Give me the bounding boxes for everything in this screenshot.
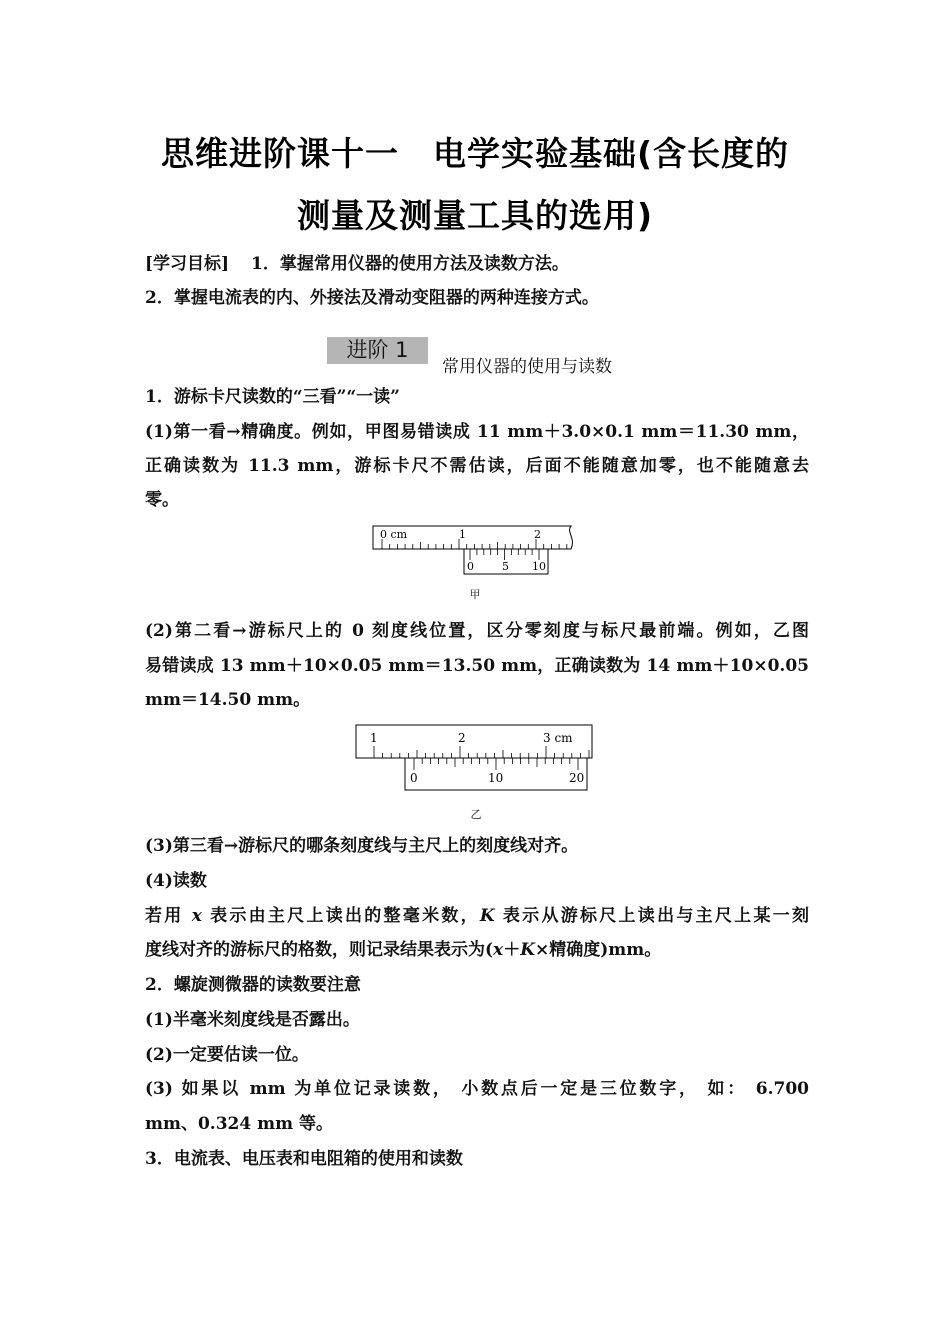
paragraph-1-line-1: (1)第一看→精确度。例如，甲图易错读成 11 mm＋3.0×0.1 mm＝11.30 mm， [145,422,809,442]
paragraph-5-line-1 [145,905,809,927]
section-badge: 进阶 1 [327,337,428,364]
text-span: 度线对齐的游标尺的格数，则记录结果表示为( [145,940,494,960]
paragraph-2-line-1: (2)第二看→游标尺上的 0 刻度线位置，区分零刻度与标尺最前端。例如，乙图 [145,621,809,641]
vernier-label-5: 5 [502,560,509,573]
vernier-label-0: 0 [467,560,474,573]
vernier-label-10: 10 [532,560,546,573]
text-span: 表示由主尺上读出的整毫米数， [201,906,480,926]
text-span: 若用 [145,906,192,926]
var-k: K [520,940,535,960]
vernier-label-20: 20 [569,771,585,785]
paragraph-4: (4)读数 [145,871,207,891]
objective-2: 2．掌握电流表的内、外接法及滑动变阻器的两种连接方式。 [145,288,599,308]
vernier-label-10: 10 [488,771,504,785]
paragraph-2-line-2: 易错读成 13 mm＋10×0.05 mm＝13.50 mm，正确读数为 14 mm＋10×0.05 [145,656,809,676]
vernier-figure-1 [370,522,582,580]
figure-1-caption: 甲 [469,588,481,601]
section-title: 常用仪器的使用与读数 [442,357,612,377]
heading-meters: 3．电流表、电压表和电阻箱的使用和读数 [145,1149,463,1169]
vernier-ticks [470,549,539,560]
vernier-label-0: 0 [410,771,418,785]
main-label-1: 1 [370,731,378,745]
figure-2-caption: 乙 [470,808,482,821]
main-scale-ticks [374,746,589,758]
main-label-1: 1 [459,528,466,541]
text-span: 表示从游标尺上读出与主尺上某一刻 [494,906,810,926]
objectives-label: [学习目标] [145,254,230,274]
learning-objectives [145,253,809,275]
var-x: x [493,940,504,960]
micrometer-note-3-line-2: mm、0.324 mm 等。 [145,1114,334,1134]
vernier-figure-2 [353,722,597,794]
heading-vernier: 1．游标卡尺读数的“三看”“一读” [145,387,400,407]
main-label-0: 0 cm [380,528,408,541]
main-label-2: 2 [458,731,466,745]
objective-1: 1．掌握常用仪器的使用方法及读数方法。 [251,254,569,274]
page-title-line-2: 测量及测量工具的选用) [296,196,654,235]
paragraph-2-line-3: mm＝14.50 mm。 [145,690,311,710]
heading-micrometer: 2．螺旋测微器的读数要注意 [145,975,361,995]
text-span: ＋ [503,940,521,960]
micrometer-note-1: (1)半毫米刻度线是否露出。 [145,1010,360,1030]
micrometer-note-3-line-1: (3) 如果以 mm 为单位记录读数， 小数点后一定是三位数字， 如： 6.700 [145,1079,809,1099]
main-label-3cm: 3 cm [543,731,573,745]
paragraph-3: (3)第三看→游标尺的哪条刻度线与主尺上的刻度线对齐。 [145,836,579,856]
paragraph-1-line-2: 正确读数为 11.3 mm，游标卡尺不需估读，后面不能随意加零，也不能随意去 [145,456,809,476]
main-label-2: 2 [534,528,541,541]
page-title-line-1: 思维进阶课十一 电学实验基础(含长度的 [160,134,790,173]
var-k: K [479,906,495,926]
var-x: x [191,906,202,926]
paragraph-5-line-2 [145,939,809,961]
paragraph-1-line-3: 零。 [145,490,179,510]
micrometer-note-2: (2)一定要估读一位。 [145,1045,309,1065]
vernier-ticks [414,758,578,770]
text-span: ×精确度)mm。 [534,940,662,960]
